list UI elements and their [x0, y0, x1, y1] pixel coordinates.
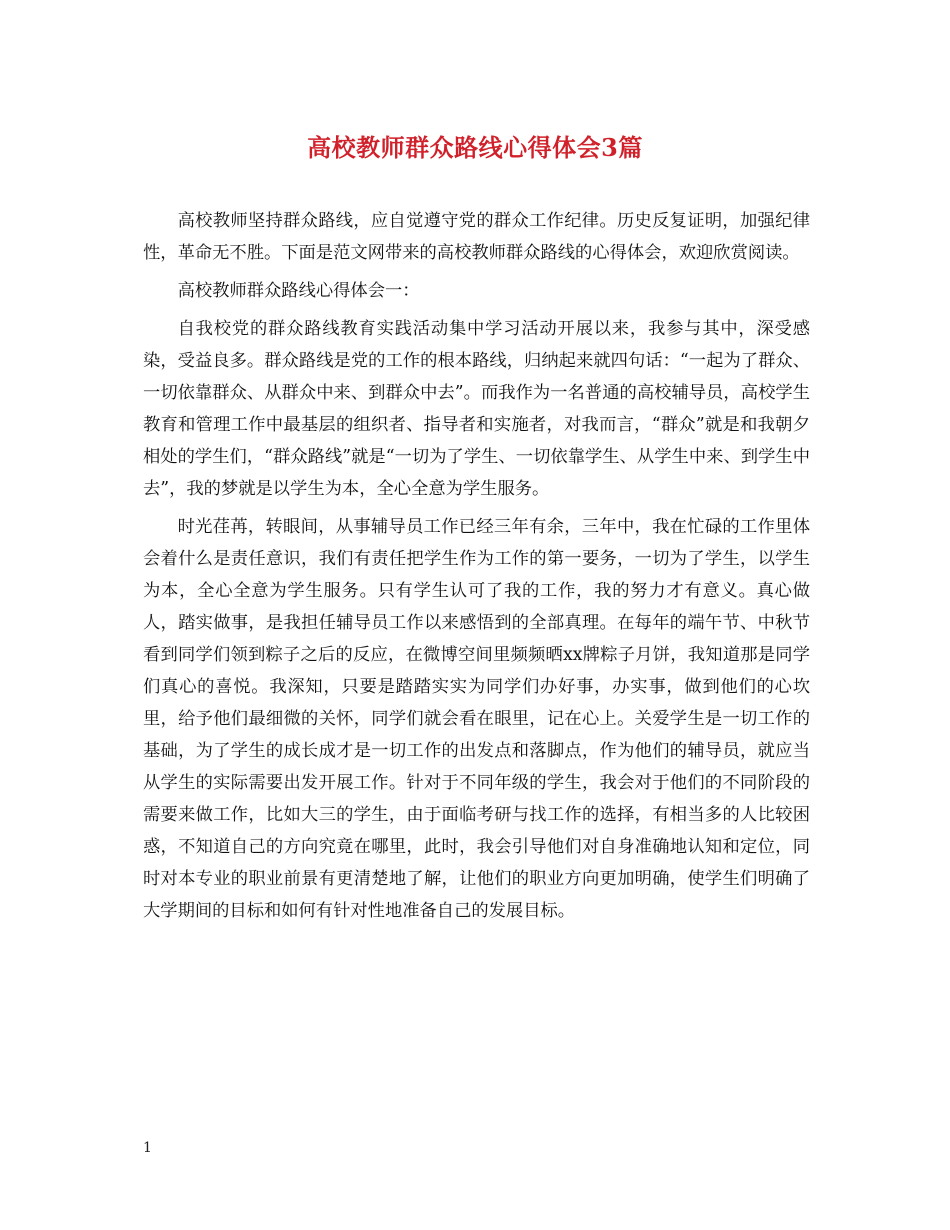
document-body — [143, 205, 810, 927]
section-heading: 高校教师群众路线心得体会一： — [177, 281, 420, 301]
body-paragraph: 自我校党的群众路线教育实践活动集中学习活动开展以来，我参与其中，深受感染，受益良多。群众路线是党的工作的根本路线，归纳起来就四句话：“一起为了群众、一切依靠群众、从群众中来、到群众中去”。而我作为一名普通的高校辅导员，高校学生教育和管理工作中最基层的组织者、指导者和实施者，对我而言，“群众”就是和我朝夕相处的学生们，“群众路线”就是“一切为了学生、一切依靠学生、从学生中来、到学生中去”，我的梦就是以学生为本，全心全意为学生服务。 — [143, 319, 810, 499]
page-number: 1 — [143, 1140, 152, 1156]
body-paragraph: 时光荏苒，转眼间，从事辅导员工作已经三年有余，三年中，我在忙碌的工作里体会着什么是责任意识，我们有责任把学生作为工作的第一要务，一切为了学生，以学生为本，全心全意为学生服务。只有学生认可了我的工作，我的努力才有意义。真心做人，踏实做事，是我担任辅导员工作以来感悟到的全部真理。在每年的端午节、中秋节看到同学们领到粽子之后的反应，在微博空间里频频晒xx牌粽子月饼，我知道那是同学们真心的喜悦。我深知，只要是踏踏实实为同学们办好事，办实事，做到他们的心坎里，给予他们最细微的关怀，同学们就会看在眼里，记在心上。关爱学生是一切工作的基础，为了学生的成长成才是一切工作的出发点和落脚点，作为他们的辅导员，就应当从学生的实际需要出发开展工作。针对于不同年级的学生，我会对于他们的不同阶段的需要来做工作，比如大三的学生，由于面临考研与找工作的选择，有相当多的人比较困惑，不知道自己的方向究竟在哪里，此时，我会引导他们对自身准确地认知和定位，同时对本专业的职业前景有更清楚地了解，让他们的职业方向更加明确，使学生们明确了大学期间的目标和如何有针对性地准备自己的发展目标。 — [143, 517, 810, 921]
document-title: 高校教师群众路线心得体会3篇 — [307, 133, 643, 162]
intro-paragraph: 高校教师坚持群众路线，应自觉遵守党的群众工作纪律。历史反复证明，加强纪律性，革命无不胜。下面是范文网带来的高校教师群众路线的心得体会，欢迎欣赏阅读。 — [143, 211, 810, 263]
